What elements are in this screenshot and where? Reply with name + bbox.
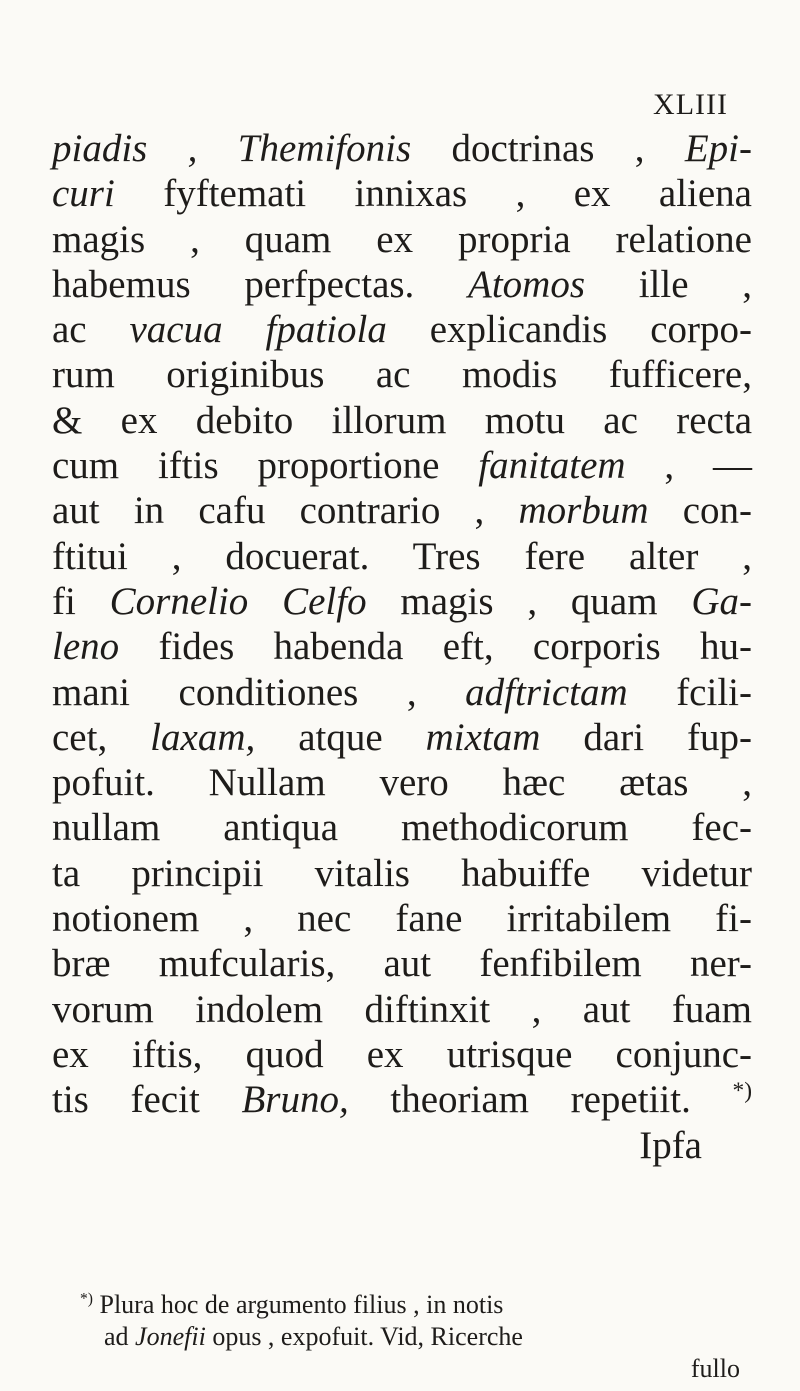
text-fragment: habemus perfpectas. xyxy=(52,262,415,306)
text-fragment: tis fecit xyxy=(52,1078,242,1122)
text-line-17: ta principii vitalis habuiffe videtur xyxy=(52,851,752,895)
text-line-9 xyxy=(52,488,752,533)
text-fragment: mixtam xyxy=(425,715,541,759)
text-line-13 xyxy=(52,670,752,715)
text-line-18: notionem , nec fane irritabilem fi- xyxy=(52,897,752,941)
text-line-1 xyxy=(52,126,752,171)
text-fragment: ac xyxy=(52,308,130,352)
text-fragment: Ga- xyxy=(691,579,752,623)
text-fragment: adftrictam xyxy=(465,670,628,714)
text-fragment: Themifonis xyxy=(237,127,412,170)
text-line-12 xyxy=(52,624,752,669)
text-fragment: theoriam repetiit. xyxy=(348,1078,733,1122)
text-fragment: dari fup- xyxy=(540,715,752,759)
text-fragment: morbum xyxy=(518,489,649,533)
text-fragment: magis , quam xyxy=(366,579,692,623)
text-fragment: laxam, xyxy=(150,715,256,759)
text-fragment: con- xyxy=(648,489,752,533)
text-line-20: vorum indolem diftinxit , aut fuam xyxy=(52,987,752,1031)
text-fragment: fanitatem xyxy=(478,444,626,488)
page-number: XLIII xyxy=(653,88,728,121)
text-fragment: cet, xyxy=(52,715,151,759)
text-line-21: ex iftis, quod ex utrisque conjunc- xyxy=(52,1032,752,1076)
text-fragment: fcili- xyxy=(627,670,752,714)
text-fragment: opus , expofuit. Vid, Ricerche xyxy=(205,1322,523,1351)
text-line-2 xyxy=(52,171,752,216)
text-fragment: atque xyxy=(255,715,426,759)
text-fragment: Jonefii xyxy=(135,1322,206,1351)
text-fragment: ille , xyxy=(585,262,752,306)
text-fragment: Atomos xyxy=(468,262,586,306)
text-fragment: Plura hoc de argumento filius , in notis xyxy=(93,1290,504,1319)
footnote-line-3: fullo xyxy=(690,1354,740,1383)
text-line-16: nullam antiqua methodicorum fec- xyxy=(52,806,752,850)
text-line-3: magis , quam ex propria relatione xyxy=(52,217,752,261)
text-fragment: leno xyxy=(52,625,120,669)
text-line-19: bræ mufcularis, aut fenfibilem ner- xyxy=(52,942,752,986)
catchword: Ipfa xyxy=(639,1123,702,1167)
text-line-22 xyxy=(52,1077,752,1122)
footnote-reference: *) xyxy=(732,1078,752,1105)
text-fragment: , — xyxy=(625,444,752,488)
text-fragment: Epi- xyxy=(684,127,752,170)
text-line-5 xyxy=(52,307,752,352)
text-fragment: vacua fpatiola xyxy=(129,308,387,352)
footnote-mark: *) xyxy=(80,1290,93,1308)
footnote xyxy=(80,1289,770,1385)
text-fragment: mani conditiones , xyxy=(52,670,466,714)
text-line-10: ftitui , docuerat. Tres fere alter , xyxy=(52,534,752,578)
text-fragment: fides habenda eft, corporis hu- xyxy=(119,625,752,669)
main-text xyxy=(52,126,752,1168)
text-fragment: doctrinas , xyxy=(411,127,685,170)
text-fragment: cum iftis proportione xyxy=(52,444,479,488)
text-fragment: aut in cafu contrario , xyxy=(52,489,519,533)
footnote-line-1 xyxy=(80,1289,770,1321)
text-fragment: fyftemati innixas , ex aliena xyxy=(114,172,752,216)
text-line-15: pofuit. Nullam vero hæc ætas , xyxy=(52,761,752,805)
text-line-14 xyxy=(52,715,752,760)
text-line-8 xyxy=(52,443,752,488)
text-fragment: piadis , xyxy=(52,127,198,170)
text-line-7: & ex debito illorum motu ac recta xyxy=(52,398,752,442)
text-line-11 xyxy=(52,579,752,624)
text-fragment: Cornelio Celfo xyxy=(109,579,367,623)
footnote-line-2 xyxy=(80,1321,770,1353)
text-fragment: curi xyxy=(52,172,115,216)
text-line-6: rum originibus ac modis fufficere, xyxy=(52,353,752,397)
text-line-4 xyxy=(52,262,752,307)
text-fragment: explicandis corpo- xyxy=(386,308,752,352)
text-fragment: Bruno, xyxy=(241,1078,349,1122)
text-fragment: fi xyxy=(52,579,110,623)
text-fragment: ad xyxy=(104,1322,136,1351)
